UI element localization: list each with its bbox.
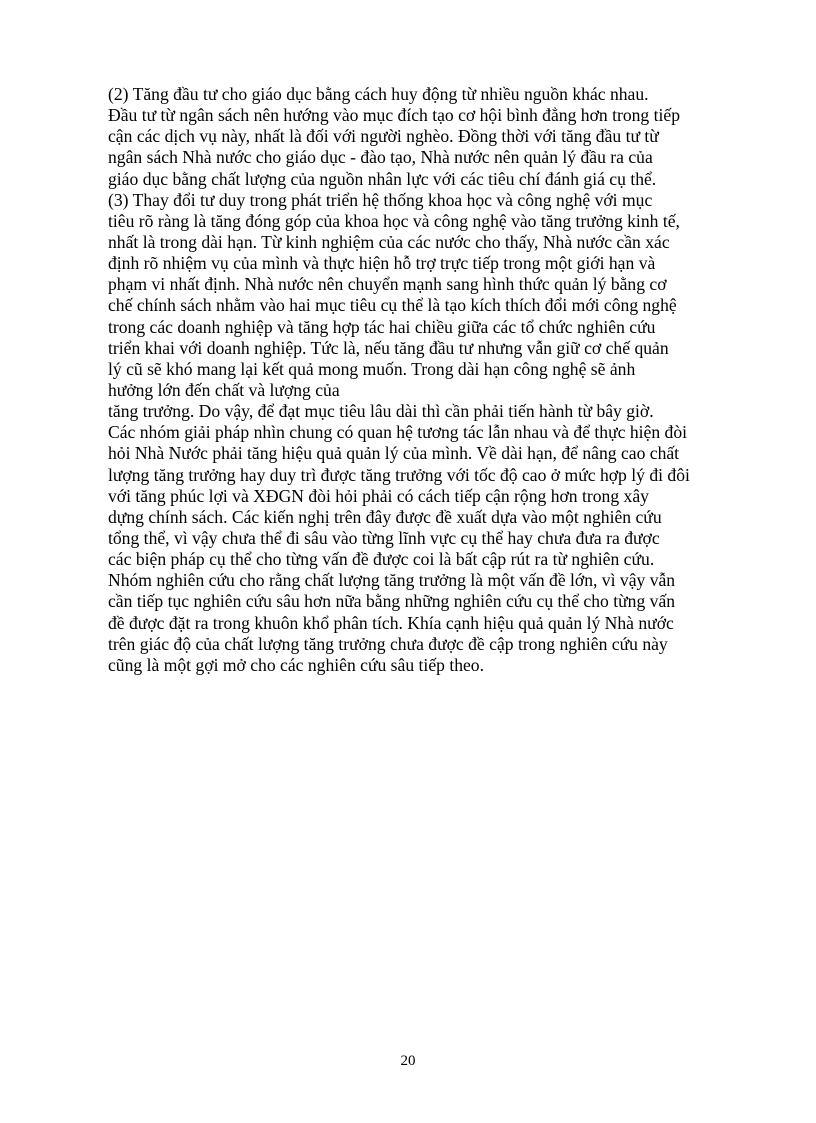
text-line: lý cũ sẽ khó mang lại kết quả mong muốn. Trong dài hạn công nghệ sẽ ảnh — [108, 358, 636, 379]
text-line: tổng thể, vì vậy chưa thể đi sâu vào từng lĩnh vực cụ thể hay chưa đưa ra được — [108, 527, 660, 548]
text-line: lượng tăng trưởng hay duy trì được tăng trưởng với tốc độ cao ở mức hợp lý đi đôi — [108, 464, 690, 485]
text-line: giáo dục bằng chất lượng của nguồn nhân lực với các tiêu chí đánh giá cụ thể. — [108, 168, 657, 189]
text-line: dựng chính sách. Các kiến nghị trên đây được đề xuất dựa vào một nghiên cứu — [108, 506, 662, 527]
text-line: Nhóm nghiên cứu cho rằng chất lượng tăng trưởng là một vấn đề lớn, vì vậy vẫn — [108, 570, 676, 591]
text-line: hưởng lớn đến chất và lượng của — [108, 379, 340, 400]
text-line: các biện pháp cụ thể cho từng vấn đề được coi là bất cập rút ra từ nghiên cứu. — [108, 549, 655, 570]
text-line: (3) Thay đổi tư duy trong phát triển hệ thống khoa học và công nghệ với mục — [108, 189, 653, 210]
text-line: định rõ nhiệm vụ của mình và thực hiện hỗ trợ trực tiếp trong một giới hạn và — [108, 253, 656, 274]
text-line: triển khai với doanh nghiệp. Tức là, nếu tăng đầu tư nhưng vẫn giữ cơ chế quản — [108, 337, 669, 358]
text-line: phạm vi nhất định. Nhà nước nên chuyển mạnh sang hình thức quản lý bằng cơ — [108, 274, 667, 295]
text-line: Đầu tư từ ngân sách nên hướng vào mục đích tạo cơ hội bình đẳng hơn trong tiếp — [108, 105, 680, 126]
text-line: hỏi Nhà Nước phải tăng hiệu quả quản lý của mình. Về dài hạn, để nâng cao chất — [108, 443, 680, 464]
page-body — [108, 84, 718, 676]
text-line: ngân sách Nhà nước cho giáo dục - đào tạo, Nhà nước nên quản lý đầu ra của — [108, 147, 653, 168]
text-line: nhất là trong dài hạn. Từ kinh nghiệm của các nước cho thấy, Nhà nước cần xác — [108, 231, 670, 252]
text-line: trong các doanh nghiệp và tăng hợp tác hai chiều giữa các tổ chức nghiên cứu — [108, 316, 656, 337]
text-line: với tăng phúc lợi và XĐGN đòi hỏi phải có cách tiếp cận rộng hơn trong xây — [108, 485, 649, 506]
text-line: đề được đặt ra trong khuôn khổ phân tích. Khía cạnh hiệu quả quản lý Nhà nước — [108, 612, 674, 633]
text-line: cần tiếp tục nghiên cứu sâu hơn nữa bằng những nghiên cứu cụ thể cho từng vấn — [108, 591, 676, 612]
text-line: tiêu rõ ràng là tăng đóng góp của khoa học và công nghệ vào tăng trưởng kinh tế, — [108, 210, 680, 231]
text-line: trên giác độ của chất lượng tăng trưởng chưa được đề cập trong nghiên cứu này — [108, 633, 668, 654]
text-line: chế chính sách nhằm vào hai mục tiêu cụ thể là tạo kích thích đổi mới công nghệ — [108, 295, 677, 316]
text-line: cận các dịch vụ này, nhất là đối với người nghèo. Đồng thời với tăng đầu tư từ — [108, 126, 659, 147]
text-line: tăng trưởng. Do vậy, để đạt mục tiêu lâu dài thì cần phải tiến hành từ bây giờ. — [108, 401, 654, 422]
page-number: 20 — [400, 1053, 416, 1069]
text-line: (2) Tăng đầu tư cho giáo dục bằng cách huy động từ nhiều nguồn khác nhau. — [108, 84, 649, 104]
text-line: Các nhóm giải pháp nhìn chung có quan hệ tương tác lẫn nhau và để thực hiện đòi — [108, 422, 688, 443]
text-line: cũng là một gợi mở cho các nghiên cứu sâu tiếp theo. — [108, 654, 485, 675]
